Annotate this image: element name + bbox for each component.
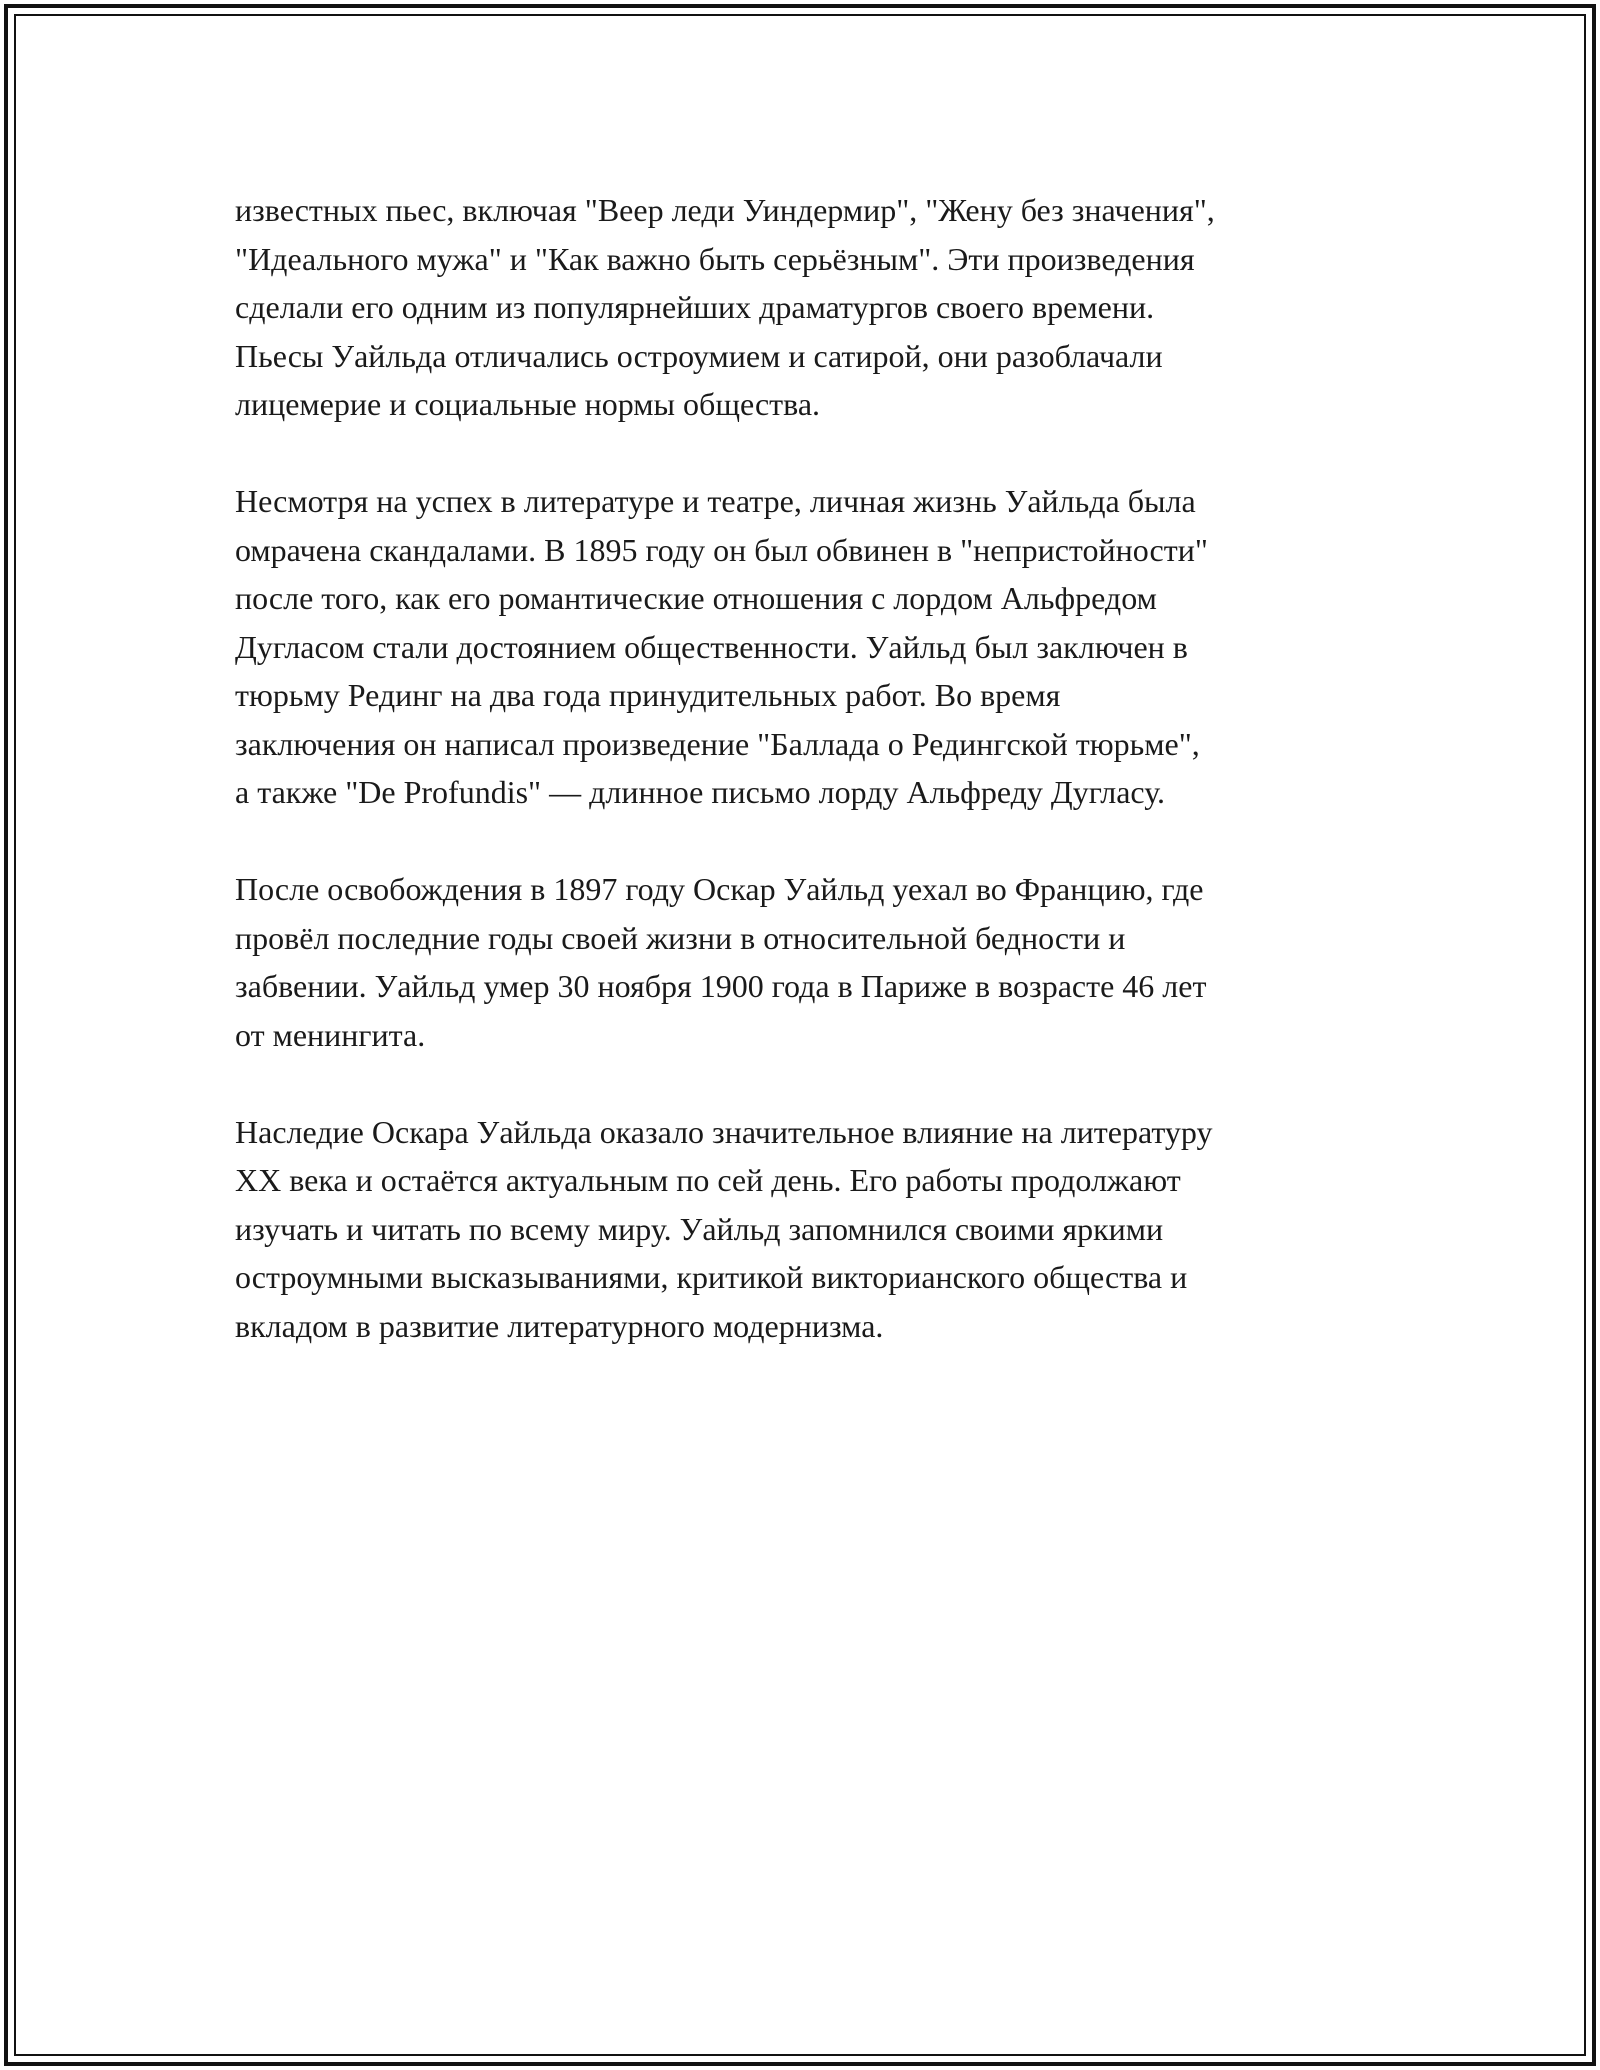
- paragraph-scandal: Несмотря на успех в литературе и театре, личная жизнь Уайльда была омрачена скандалами. В 1895 году он был обвинен в "непристойности" после того, как его романтические отношения с лордом Альфредом Дугласом стали достоянием общественности. Уайльд был заключен в тюрьму Рединг на два года принудительных работ. Во время заключения он написал произведение "Баллада о Редингской тюрьме", а также "De Profundis" — длинное письмо лорду Альфреду Дугласу.: [235, 483, 1208, 810]
- paragraph-legacy: Наследие Оскара Уайльда оказало значительное влияние на литературу XX века и остаётся актуальным по сей день. Его работы продолжают изучать и читать по всему миру. Уайльд запомнился своими яркими остроумными высказываниями, критикой викторианского общества и вкладом в развитие литературного модернизма.: [235, 1113, 1213, 1344]
- paragraph-exile: После освобождения в 1897 году Оскар Уайльд уехал во Францию, где провёл последние годы своей жизни в относительной бедности и забвении. Уайльд умер 30 ноября 1900 года в Париже в возрасте 46 лет от менингита.: [235, 871, 1207, 1053]
- page-body: [235, 186, 1385, 1399]
- paragraph-plays: известных пьес, включая "Веер леди Уиндермир", "Жену без значения", "Идеального мужа" и "Как важно быть серьёзным". Эти произведения сделали его одним из популярнейших драматургов своего времени. Пьесы Уайльда отличались остроумием и сатирой, они разоблачали лицемерие и социальные нормы общества.: [235, 192, 1215, 422]
